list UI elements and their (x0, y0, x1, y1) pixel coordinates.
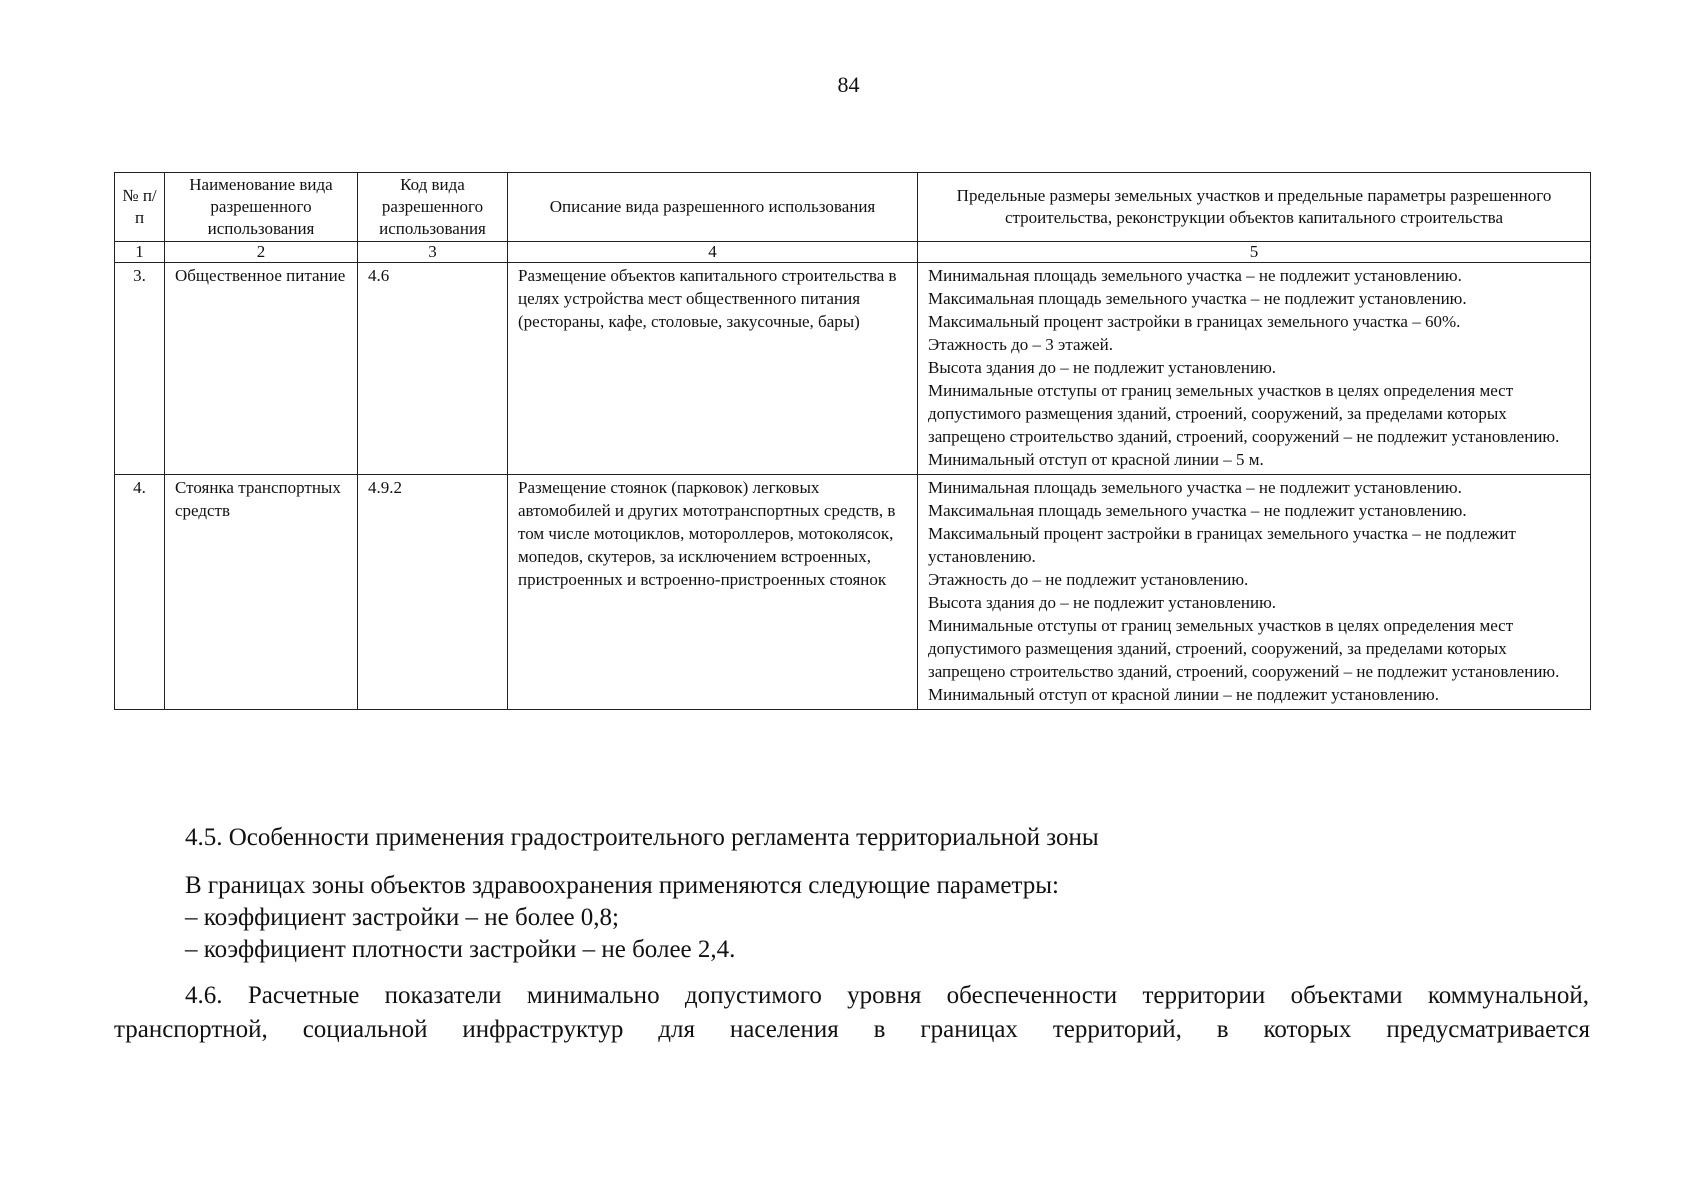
row-use-description: Размещение стоянок (парковок) легковых автомобилей и других мототранспортных средств, в том числе мотоциклов, мотороллеров, мотоколясок, мопедов, скутеров, за исключением встроенных, пристроенных и встроенно-пристроенных стоянок (508, 475, 918, 710)
row-use-code: 4.6 (358, 263, 508, 475)
row-use-name: Общественное питание (165, 263, 358, 475)
parameter-line: Минимальные отступы от границ земельных участков в целях определения мест допустимого размещения зданий, строений, сооружений, за пределами которых запрещено строительство зданий, строений, сооружений – не подлежит установлению. (928, 616, 1560, 681)
parameter-line: Этажность до – 3 этажей. (928, 335, 1113, 354)
row-number: 4. (115, 475, 165, 710)
section-heading: 4.5. Особенности применения градостроительного регламента территориальной зоны (185, 824, 1099, 851)
header-use-description: Описание вида разрешенного использования (508, 173, 918, 242)
table-row (115, 475, 1591, 710)
parameter-line: Этажность до – не подлежит установлению. (928, 570, 1249, 589)
column-number: 2 (165, 242, 358, 263)
bullet-item: – коэффициент застройки – не более 0,8; (185, 904, 619, 931)
parameter-line: Высота здания до – не подлежит установлению. (928, 593, 1277, 612)
parameter-line: Минимальная площадь земельного участка – не подлежит установлению. (928, 266, 1462, 285)
column-number: 5 (918, 242, 1591, 263)
column-number: 4 (508, 242, 918, 263)
paragraph-4-6-line-2: транспортной, социальной инфраструктур для населения в границах территорий, в которых предусматривается (114, 1016, 1590, 1043)
parameter-line: Минимальный отступ от красной линии – 5 м. (928, 450, 1264, 469)
zoning-parameters-table (114, 172, 1591, 710)
header-number: № п/п (115, 173, 165, 242)
paragraph-4-6-line-1: 4.6. Расчетные показатели минимально допустимого уровня обеспеченности территории объектами коммунальной, (185, 982, 1589, 1009)
column-number-row (115, 242, 1591, 263)
bullet-item: – коэффициент плотности застройки – не более 2,4. (185, 936, 736, 963)
page-number: 84 (837, 72, 860, 97)
row-use-description: Размещение объектов капитального строительства в целях устройства мест общественного питания (рестораны, кафе, столовые, закусочные, бары) (508, 263, 918, 475)
row-parameters (918, 475, 1591, 710)
header-use-name: Наименование вида разрешенного использования (165, 173, 358, 242)
row-parameters (918, 263, 1591, 475)
parameter-line: Максимальная площадь земельного участка – не подлежит установлению. (928, 289, 1467, 308)
row-number: 3. (115, 263, 165, 475)
paragraph-intro: В границах зоны объектов здравоохранения применяются следующие параметры: (185, 872, 1059, 899)
parameter-line: Минимальные отступы от границ земельных участков в целях определения мест допустимого размещения зданий, строений, сооружений, за пределами которых запрещено строительство зданий, строений, сооружений – не подлежит установлению. (928, 381, 1560, 446)
header-limit-parameters: Предельные размеры земельных участков и предельные параметры разрешенного строительства, реконструкции объектов капитального строительства (918, 173, 1591, 242)
parameter-line: Минимальная площадь земельного участка – не подлежит установлению. (928, 478, 1462, 497)
column-number: 1 (115, 242, 165, 263)
table-header-row (115, 173, 1591, 242)
table-row (115, 263, 1591, 475)
parameter-line: Минимальный отступ от красной линии – не подлежит установлению. (928, 685, 1439, 704)
row-use-code: 4.9.2 (358, 475, 508, 710)
header-use-code: Код вида разрешенного использования (358, 173, 508, 242)
parameter-line: Максимальный процент застройки в границах земельного участка – 60%. (928, 312, 1461, 331)
parameter-line: Высота здания до – не подлежит установлению. (928, 358, 1277, 377)
parameter-line: Максимальный процент застройки в границах земельного участка – не подлежит установлению. (928, 524, 1516, 566)
parameter-line: Максимальная площадь земельного участка – не подлежит установлению. (928, 501, 1467, 520)
column-number: 3 (358, 242, 508, 263)
row-use-name: Стоянка транспортных средств (165, 475, 358, 710)
